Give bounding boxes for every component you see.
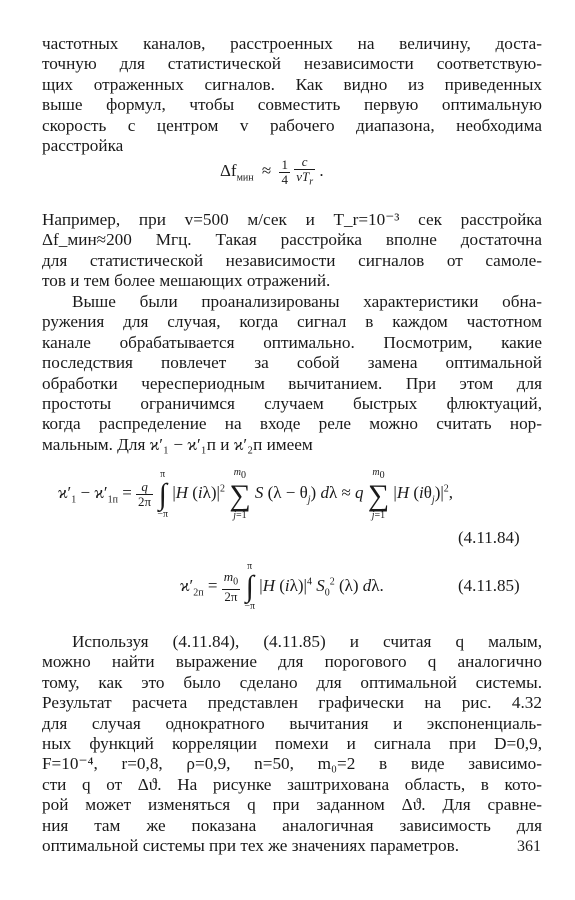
text-line: Используя (4.11.84), (4.11.85) и считая q малым, bbox=[72, 632, 542, 651]
paragraph-4 bbox=[42, 632, 542, 856]
page-number: 361 bbox=[517, 838, 541, 855]
text-line: сти q от Δϑ. На рисунке заштрихована область, в кото- bbox=[42, 774, 542, 794]
text-line: Выше были проанализированы характеристики обна- bbox=[72, 292, 542, 311]
text-line: последствия повлечет за собой замена оптимальной bbox=[42, 353, 542, 373]
text-line: простоты ограничимся случаем быстрых флюктуаций, bbox=[42, 394, 542, 414]
equation-number: (4.11.85) bbox=[458, 576, 520, 595]
text-line: точную для статистической независимости соответствую- bbox=[42, 54, 542, 74]
text-line: Δf_мин≈200 Мгц. Такая расстройка вполне достаточна bbox=[42, 230, 542, 250]
eq-approx: ≈ bbox=[261, 161, 272, 181]
text-line: когда распределение на входе реле можно считать нор- bbox=[42, 414, 542, 434]
text-line: тому, как это было сделано для оптимальной системы. bbox=[42, 672, 542, 692]
text-line: частотных каналов, расстроенных на величину, доста- bbox=[42, 34, 542, 53]
equation-4-11-85: $ϰ'_{2п}$ = $\frac{m_0}{2\pi}$ π ∫ −π |H $(i\lambda)|^4$ $S_0^2$ (λ) dλ. bbox=[180, 561, 384, 612]
text-line: выше формул, чтобы совместить первую оптимальную bbox=[42, 95, 542, 115]
paragraph-1 bbox=[42, 34, 542, 156]
paragraph-2 bbox=[42, 210, 542, 292]
text-line: щих отраженных сигналов. Как видно из приведенных bbox=[42, 74, 542, 94]
text-line: ния там же показана аналогичная зависимость для bbox=[42, 815, 542, 835]
eq-lhs: $\Delta f_{мин}$ bbox=[220, 161, 254, 184]
text-line: Например, при v=500 м/сек и T_r=10⁻³ сек расстройка bbox=[42, 210, 542, 229]
text-line: для случая однократного вычитания и экспоненциаль- bbox=[42, 713, 542, 733]
text-line: тов и тем более мешающих отражений. bbox=[42, 271, 331, 291]
equation-delta-f-min: $\Delta f_{мин}$ ≈ $\frac{1}{4}$ $\frac{c}{vT_r}$ . bbox=[220, 154, 324, 188]
eq-fraction-2: $\frac{c}{vT_r}$ bbox=[296, 154, 314, 188]
text-line: скорость с центром v рабочего диапазона, необходима bbox=[42, 115, 542, 135]
text-line: можно найти выражение для порогового q аналогично bbox=[42, 652, 542, 672]
text-line: оптимальной системы при тех же значениях параметров. bbox=[42, 836, 459, 856]
text-line: рой может изменяться q при заданном Δϑ. Для сравне- bbox=[42, 795, 542, 815]
text-line: расстройка bbox=[42, 136, 124, 156]
text-line: канале обрабатывается оптимально. Посмотрим, какие bbox=[42, 332, 542, 352]
paragraph-3 bbox=[42, 292, 542, 455]
text-line: ружения для случая, когда сигнал в каждом частотном bbox=[42, 312, 542, 332]
text-line: ных функций корреляции помехи и сигнала при D=0,9, bbox=[42, 734, 542, 754]
text-line: мальным. Для ϰ′₁ − ϰ′₁п и ϰ′₂п имеем bbox=[42, 434, 313, 454]
equation-4-11-84: $ϰ'_1 - ϰ'_{1п}$ = $\frac{q}{2\pi}$ π ∫ −π |H $(i\lambda)|^2$ $m_0$ ∑ j=1 S $(\lambda - \theta_j)$ dλ ≈ q $m_0$ ∑ j=1 |H $(i\theta_j)|^2$, bbox=[58, 467, 454, 521]
equation-number: (4.11.84) bbox=[458, 528, 520, 547]
text-line: обработки череспериодным вычитанием. При этом для bbox=[42, 373, 542, 393]
eq-fraction-1: $\frac{1}{4}$ bbox=[281, 156, 288, 187]
text-line: F=10⁻⁴, r=0,8, ρ=0,9, n=50, m₀=2 в виде зависимо- bbox=[42, 754, 542, 774]
text-line: для статистической независимости сигналов от самоле- bbox=[42, 250, 542, 270]
text-line: Результат расчета представлен графически на рис. 4.32 bbox=[42, 693, 542, 713]
